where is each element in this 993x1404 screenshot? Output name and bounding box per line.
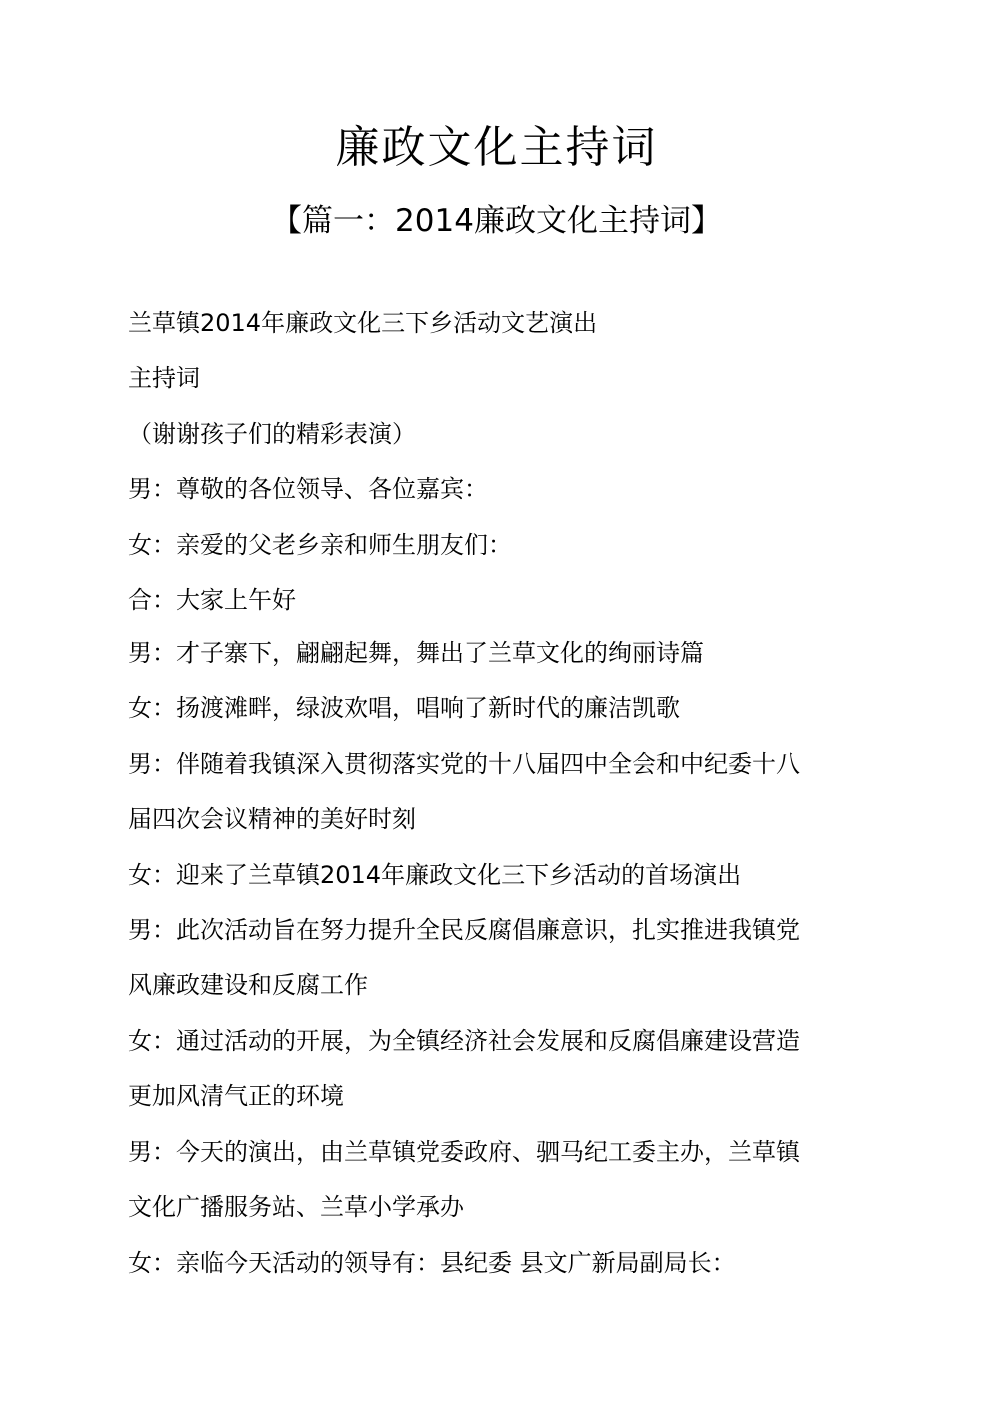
body-line: 女：亲爱的父老乡亲和师生朋友们： [128, 531, 512, 559]
body-line: 女：亲临今天活动的领导有：县纪委 县文广新局副局长： [128, 1249, 736, 1277]
body-line: 男：尊敬的各位领导、各位嘉宾： [128, 475, 488, 503]
body-line: 届四次会议精神的美好时刻 [128, 805, 416, 833]
body-line: 更加风清气正的环境 [128, 1082, 344, 1110]
body-line: 女：通过活动的开展，为全镇经济社会发展和反腐倡廉建设营造 [128, 1027, 800, 1055]
body-line: 男：今天的演出，由兰草镇党委政府、驷马纪工委主办，兰草镇 [128, 1138, 800, 1166]
body-line: 男：伴随着我镇深入贯彻落实党的十八届四中全会和中纪委十八 [128, 750, 800, 778]
document-subtitle: 【篇一：2014廉政文化主持词】 [271, 203, 722, 239]
body-line: 文化广播服务站、兰草小学承办 [128, 1193, 464, 1221]
body-line: 女：扬渡滩畔，绿波欢唱，唱响了新时代的廉洁凯歌 [128, 694, 680, 722]
body-line: 风廉政建设和反腐工作 [128, 971, 368, 999]
body-line: 兰草镇2014年廉政文化三下乡活动文艺演出 [128, 309, 598, 337]
body-line: 合：大家上午好 [128, 586, 296, 614]
body-line: （谢谢孩子们的精彩表演） [128, 420, 416, 448]
body-line: 男：才子寨下，翩翩起舞，舞出了兰草文化的绚丽诗篇 [128, 639, 704, 667]
body-line: 男：此次活动旨在努力提升全民反腐倡廉意识，扎实推进我镇党 [128, 916, 800, 944]
body-line: 女：迎来了兰草镇2014年廉政文化三下乡活动的首场演出 [128, 861, 742, 889]
document-title: 廉政文化主持词 [335, 122, 658, 173]
body-line: 主持词 [128, 364, 200, 392]
